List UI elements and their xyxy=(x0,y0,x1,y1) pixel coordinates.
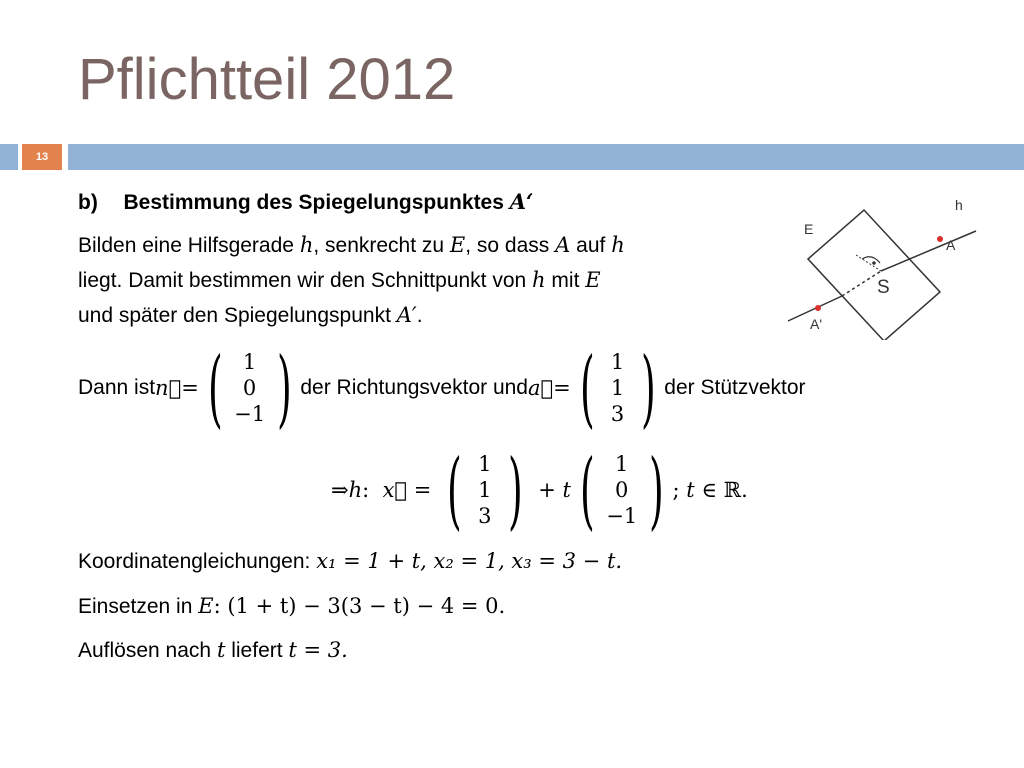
line-direction-vector xyxy=(571,440,673,539)
paren-left: ( xyxy=(207,338,223,437)
slide-title: Pflichtteil 2012 xyxy=(78,47,456,112)
implies-symbol: ⇒ xyxy=(331,477,349,502)
vectors-line xyxy=(78,340,806,435)
point-A xyxy=(937,236,943,242)
math-symbol: h xyxy=(611,233,625,257)
paren-left: ( xyxy=(579,338,595,437)
math-symbol: a⃗ xyxy=(528,375,554,400)
math-symbol: t xyxy=(686,477,695,502)
vector-entry: −1 xyxy=(606,503,638,528)
normal-vector xyxy=(199,338,301,437)
vector-entry: 0 xyxy=(615,477,629,502)
math-operator: = xyxy=(407,477,438,502)
section-heading-symbol: A‘ xyxy=(509,189,534,214)
math-operator: = xyxy=(181,375,199,400)
vector-column xyxy=(604,451,640,529)
coordinates-formula: x₁ = 1 + t, x₂ = 1, x₃ = 3 − t. xyxy=(316,549,623,573)
vector-entry: −1 xyxy=(234,401,266,426)
math-symbol: A xyxy=(555,233,571,257)
vector-entry: 0 xyxy=(242,375,257,400)
line-equation xyxy=(331,442,748,537)
vector-entry: 1 xyxy=(610,375,625,400)
diagram-label-h: h xyxy=(955,197,963,213)
math-symbol: A′ xyxy=(396,303,417,327)
math-symbol: h xyxy=(348,477,363,502)
vector-column xyxy=(604,349,632,427)
solve-result: t = 3. xyxy=(288,638,348,662)
line-support-vector xyxy=(438,440,532,539)
intro-text: mit xyxy=(545,269,586,292)
intro-text: liegt. Damit bestimmen wir den Schnittpunkt von xyxy=(78,269,533,292)
intro-text: . xyxy=(416,304,423,327)
solve-text: liefert xyxy=(225,639,289,662)
right-angle-dot xyxy=(872,261,876,265)
math-operator: = xyxy=(553,375,571,400)
math-symbol: E xyxy=(198,594,214,618)
vector-entry: 1 xyxy=(242,349,257,374)
math-symbol: E xyxy=(585,268,601,292)
solve-label: Auflösen nach xyxy=(78,639,217,662)
paren-right: ) xyxy=(276,338,292,437)
mirror-point-diagram xyxy=(780,195,980,340)
math-symbol: h xyxy=(299,233,314,257)
paren-right: ) xyxy=(648,440,664,539)
math-symbol: t xyxy=(562,477,571,502)
vector-entry: 1 xyxy=(478,451,492,476)
solve-line xyxy=(78,638,348,663)
math-operator: + xyxy=(531,477,563,502)
intro-line-2 xyxy=(78,268,601,293)
paren-left: ( xyxy=(579,440,595,539)
vector-entry: 3 xyxy=(610,401,625,426)
paren-right: ) xyxy=(507,440,523,539)
bar-left-segment xyxy=(0,144,18,170)
vector-column xyxy=(232,349,268,427)
substitute-label: Einsetzen in xyxy=(78,595,199,618)
diagram-label-A-prime: A' xyxy=(810,316,823,332)
coordinates-line xyxy=(78,549,622,574)
section-heading-text: Bestimmung des Spiegelungspunktes xyxy=(123,191,504,214)
intro-text: Bilden eine Hilfsgerade xyxy=(78,234,300,257)
math-symbol: n⃗ xyxy=(155,375,182,400)
paren-right: ) xyxy=(640,338,656,437)
intro-text: und später den Spiegelungspunkt xyxy=(78,304,397,327)
intro-text: , so dass xyxy=(465,234,556,257)
intro-line-1 xyxy=(78,233,625,258)
diagram-label-S: S xyxy=(877,277,890,298)
math-operator: ; xyxy=(672,477,687,502)
math-operator: ∈ ℝ. xyxy=(694,477,748,502)
vectors-text: der Stützvektor xyxy=(664,375,806,399)
page-number-badge: 13 xyxy=(22,144,62,170)
diagram-label-A: A xyxy=(946,237,956,253)
math-operator: : xyxy=(362,477,383,502)
section-label: b) xyxy=(78,191,98,214)
point-A-prime xyxy=(815,305,821,311)
math-symbol: t xyxy=(216,638,226,662)
section-heading xyxy=(78,189,533,215)
intro-line-3 xyxy=(78,303,423,328)
math-symbol: E xyxy=(449,233,466,257)
coordinates-label: Koordinatengleichungen: xyxy=(78,550,317,573)
paren-left: ( xyxy=(446,440,462,539)
math-symbol: x⃗ xyxy=(382,477,408,502)
substitute-formula: : (1 + t) − 3(3 − t) − 4 = 0. xyxy=(213,594,506,618)
vector-entry: 3 xyxy=(478,503,492,528)
math-symbol: h xyxy=(532,268,546,292)
vector-entry: 1 xyxy=(610,349,625,374)
intro-text: , senkrecht zu xyxy=(313,234,450,257)
vectors-text: der Richtungsvektor und xyxy=(300,375,528,399)
substitute-line xyxy=(78,594,505,619)
vector-column xyxy=(471,451,499,529)
bar-right-segment xyxy=(68,144,1024,170)
slide-header-bar xyxy=(0,144,1024,170)
intro-text: auf xyxy=(570,234,612,257)
support-vector xyxy=(571,338,665,437)
vector-entry: 1 xyxy=(478,477,492,502)
vectors-text: Dann ist xyxy=(78,375,156,399)
vector-entry: 1 xyxy=(615,451,629,476)
diagram-label-E: E xyxy=(804,221,814,237)
